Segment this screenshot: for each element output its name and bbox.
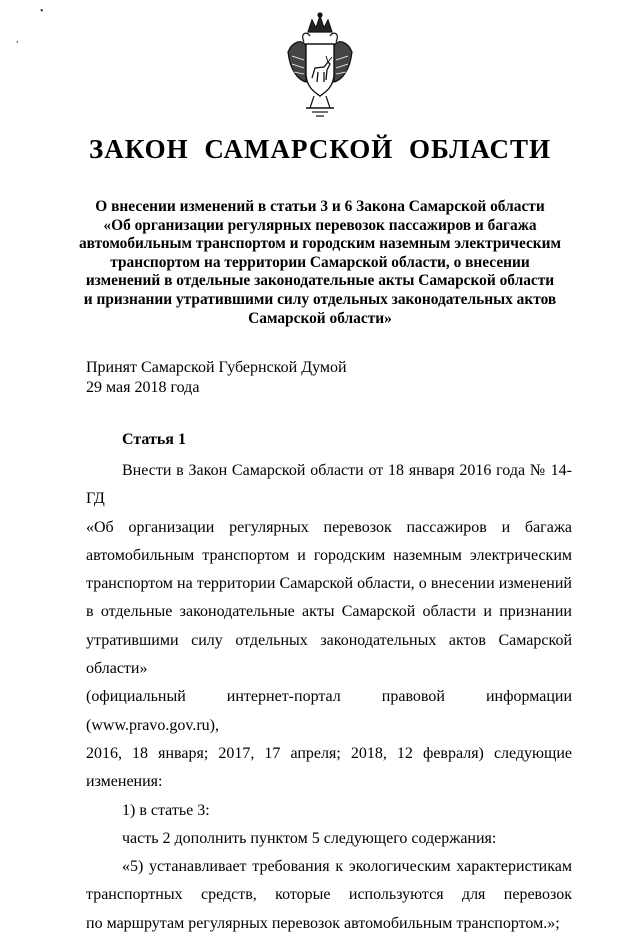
article-title: Статья 1	[122, 431, 186, 448]
law-subject	[78, 198, 562, 328]
adoption-info	[86, 358, 347, 397]
scan-mark: ,	[16, 34, 19, 45]
item-1: 1) в статье 3:	[122, 801, 210, 819]
adopted-by: Принят Самарской Губернской Думой	[86, 359, 347, 376]
body-line: утратившими силу отдельных законодательных актов Самарской области»	[86, 631, 572, 678]
subject-line: и признании утратившими силу отдельных законодательных актов	[83, 290, 557, 308]
body-line: Внести в Закон Самарской области от 18 января 2016 года № 14-ГД	[86, 462, 572, 508]
coat-of-arms-icon	[282, 12, 358, 122]
quote-line: транспортных средств, которые используются для перевозок	[86, 886, 572, 904]
body-line: автомобильным транспортом и городским наземным электрическим	[86, 546, 572, 564]
quote-line: «5) устанавливает требования к экологическим характеристикам	[122, 858, 572, 876]
body-line: в отдельные законодательные акты Самарской области и признании	[86, 603, 572, 621]
body-line: (официальный интернет-портал правовой информации (www.pravo.gov.ru),	[86, 688, 572, 734]
body-line: «Об организации регулярных перевозок пассажиров и багажа	[86, 518, 572, 536]
body-line: 2016, 18 января; 2017, 17 апреля; 2018, 12 февраля) следующие изменения:	[86, 744, 572, 791]
subject-line: автомобильным транспортом и городским наземным электрическим	[78, 235, 562, 253]
adoption-date: 29 мая 2018 года	[86, 378, 200, 396]
subject-line: Самарской области»	[248, 309, 392, 327]
scan-mark: •	[40, 6, 44, 17]
subject-line: транспортом на территории Самарской области, о внесении	[110, 253, 530, 271]
body-line: транспортом на территории Самарской области, о внесении изменений	[86, 575, 572, 593]
subject-line: изменений в отдельные законодательные акты Самарской области	[85, 272, 555, 290]
subject-line: «Об организации регулярных перевозок пассажиров и багажа	[103, 216, 537, 234]
part-2-text: часть 2 дополнить пунктом 5 следующего содержания:	[122, 829, 497, 847]
subject-line: О внесении изменений в статьи 3 и 6 Закона Самарской области	[95, 198, 545, 215]
article-body	[86, 457, 572, 938]
law-title: ЗАКОН САМАРСКОЙ ОБЛАСТИ	[89, 134, 551, 164]
quote-line: по маршрутам регулярных перевозок автомобильным транспортом.»;	[86, 914, 560, 932]
